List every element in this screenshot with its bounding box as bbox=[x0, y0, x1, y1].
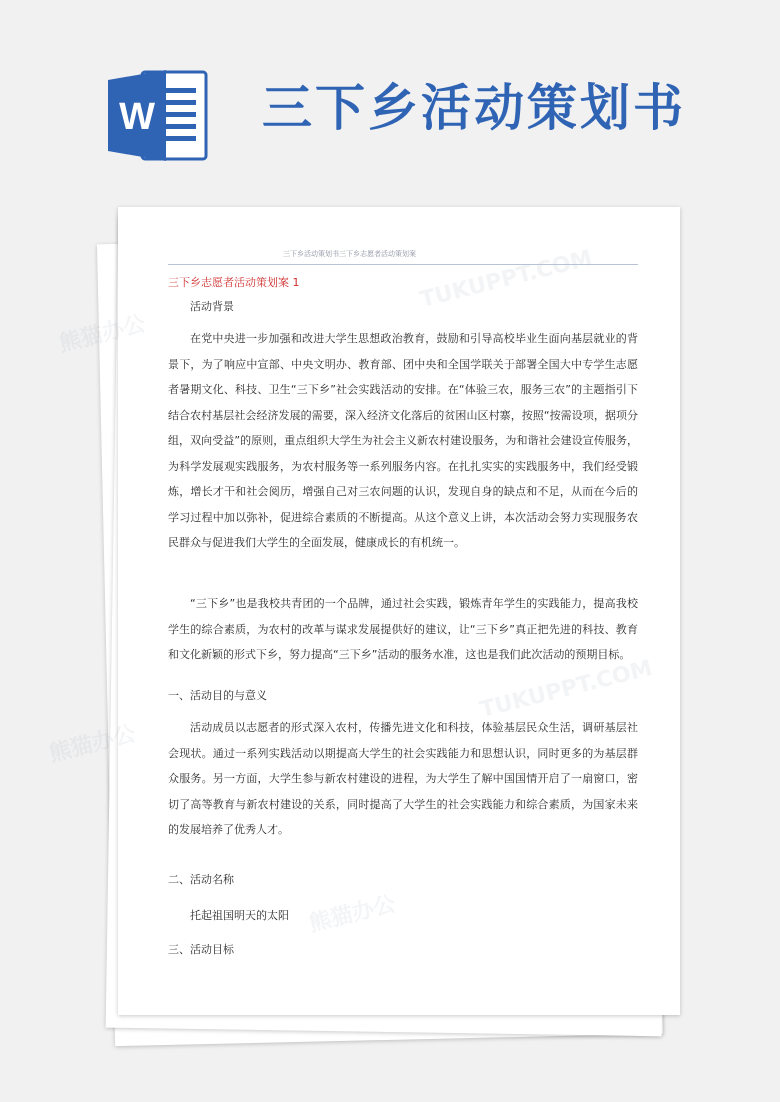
paragraph-purpose: 活动成员以志愿者的形式深入农村，传播先进文化和科技，体验基层民众生活，调研基层社会现状。通过一系列实践活动以期提高大学生的社会实践能力和思想认识，同时更多的为基层群众服务。另一方面，大学生参与新农村建设的进程，为大学生了解中国国情开启了一扇窗口，密切了高等教育与新农村建设的关系，同时提高了大学生的社会实践能力和综合素质，为国家未来的发展培养了优秀人才。 bbox=[168, 721, 638, 836]
paragraph-background: 在党中央进一步加强和改进大学生思想政治教育，鼓励和引导高校毕业生面向基层就业的背景下，为了响应中宣部、中央文明办、教育部、团中央和全国学联关于部署全国大中专学生志愿者暑期文化、科技、卫生“三下乡”社会实践活动的安排。在“体验三农，服务三农”的主题指引下结合农村基层社会经济发展的需要，深入经济文化落后的贫困山区村寨，按照“按需设项，据项分组，双向受益”的原则，重点组织大学生为社会主义新农村建设服务，为和谐社会建设宣传服务，为科学发展观实践服务，为农村服务等一系列服务内容。在扎扎实实的实践服务中，我们经受锻炼，增长才干和社会阅历，增强自己对三农问题的认识，发现自身的缺点和不足，从而在今后的学习过程中加以弥补，促进综合素质的不断提高。从这个意义上讲，本次活动会努力实现服务农民群众与促进我们大学生的全面发展，健康成长的有机统一。 bbox=[168, 332, 638, 549]
background-label: 活动背景 bbox=[190, 300, 234, 313]
section-heading-purpose: 一、活动目的与意义 bbox=[168, 689, 267, 702]
header-rule bbox=[168, 264, 638, 265]
word-document-icon bbox=[108, 68, 208, 163]
banner bbox=[0, 0, 780, 190]
paragraph-brand: “三下乡”也是我校共青团的一个品牌，通过社会实践，锻炼青年学生的实践能力，提高我校学生的综合素质，为农村的改革与谋求发展提供好的建议，让“三下乡”真正把先进的科技、教育和文化新颖的形式下乡，努力提高“三下乡”活动的服务水准，这也是我们此次活动的预期目标。 bbox=[168, 597, 638, 661]
document-title: 三下乡志愿者活动策划案 1 bbox=[168, 276, 300, 289]
activity-name: 托起祖国明天的太阳 bbox=[190, 909, 289, 922]
document-page: TUKUPPT.COM 熊猫办公 TUKUPPT.COM 熊猫办公 三下乡活动策划书三下乡志愿者活动策划案 三下乡志愿者活动策划案 1 活动背景 在党中央进一步加强和改进大学生思想政治教育，鼓励和引导高校毕业生面向基层就业的背景下，为了响应中宣部、中央文明办、教育部、团中央和全国学联关于部署全国大中专学生志愿者暑期文化、科技、卫生“三下乡”社会实践活动的安排。在“体验三农，服务三农”的主题指引下结合农村基层社会经济发展的需要，深入经济文化落后的贫困山区村寨，按照“按需设项，据项分组，双向受益”的原则，重点组织大学生为社会主义新农村建设服务，为和谐社会建设宣传服务，为科学发展观实践服务，为农村服务等一系列服务内容。在扎扎实实的实践服务中，我们经受锻炼，增长才干和社会阅历，增强自己对三农问题的认识，发现自身的缺点和不足，从而在今后的学习过程中加以弥补，促进综合素质的不断提高。从这个意义上讲，本次活动会努力实现服务农民群众与促进我们大学生的全面发展，健康成长的有机统一。 “三下乡”也是我校共青团的一个品牌，通过社会实践，锻炼青年学生的实践能力，提高我校学生的综合素质，为农村的改革与谋求发展提供好的建议，让“三下乡”真正把先进的科技、教育和文化新颖的形式下乡，努力提高“三下乡”活动的服务水准，这也是我们此次活动的预期目标。 一、活动目的与意义 活动成员以志愿者的形式深入农村，传播先进文化和科技，体验基层民众生活，调研基层社会现状。通过一系列实践活动以期提高大学生的社会实践能力和思想认识，同时更多的为基层群众服务。另一方面，大学生参与新农村建设的进程，为大学生了解中国国情开启了一扇窗口，密切了高等教育与新农村建设的关系，同时提高了大学生的社会实践能力和综合素质，为国家未来的发展培养了优秀人才。 二、活动名称 托起祖国明天的太阳 三、活动目标 bbox=[118, 207, 680, 1015]
banner-title: 三下乡活动策划书 bbox=[262, 78, 686, 137]
svg-text:W: W bbox=[119, 96, 155, 138]
running-header: 三下乡活动策划书三下乡志愿者活动策划案 bbox=[283, 250, 416, 258]
section-heading-name: 二、活动名称 bbox=[168, 873, 234, 886]
section-heading-goals: 三、活动目标 bbox=[168, 943, 234, 956]
